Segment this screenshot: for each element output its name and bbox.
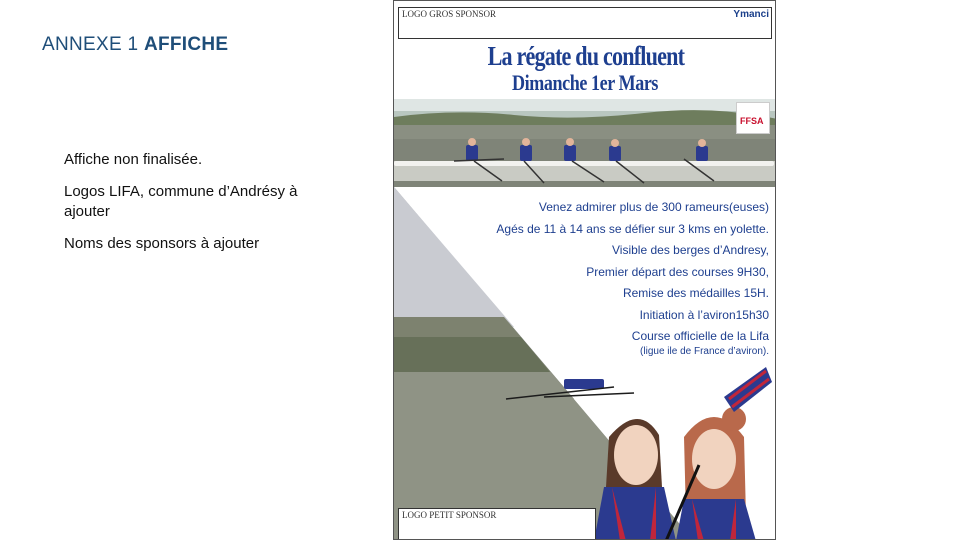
big-sponsor-label: LOGO GROS SPONSOR	[402, 9, 497, 19]
poster-info	[413, 197, 769, 359]
info-line: Initiation à l’aviron15h30	[639, 307, 769, 322]
info-line: Remise des médailles 15H.	[622, 286, 769, 300]
slide-notes	[64, 150, 334, 266]
big-sponsor-box	[398, 7, 772, 39]
info-line: Visible des berges d’Andresy,	[612, 243, 769, 257]
poster-headline	[394, 41, 776, 96]
poster-image	[393, 0, 776, 540]
note-item: Logos LIFA, commune d’Andrésy à ajouter	[64, 183, 298, 220]
note-item: Affiche non finalisée.	[64, 151, 203, 168]
info-line: Agés de 11 à 14 ans se défier sur 3 kms en yolette.	[496, 221, 769, 236]
note-item: Noms des sponsors à ajouter	[64, 235, 260, 252]
headline-line1: La régate du confluent	[487, 41, 684, 71]
rowing-photo-top	[394, 99, 776, 187]
small-sponsor-label: LOGO PETIT SPONSOR	[402, 510, 497, 520]
slide-title-emphasis: AFFICHE	[143, 34, 229, 55]
small-sponsor-box	[398, 508, 596, 540]
ymanci-logo: Ymanci	[733, 9, 769, 20]
slide-title	[42, 34, 228, 56]
slide-title-prefix: ANNEXE 1	[42, 34, 144, 55]
info-line: Course officielle de la Lifa	[631, 329, 769, 343]
headline-line2: Dimanche 1er Mars	[512, 70, 659, 95]
info-line: Premier départ des courses 9H30,	[586, 264, 769, 279]
ffsa-logo: FFSA	[736, 102, 770, 134]
info-line: Venez admirer plus de 300 rameurs(euses)	[538, 200, 769, 214]
info-line: (ligue ile de France d’aviron).	[640, 345, 769, 357]
